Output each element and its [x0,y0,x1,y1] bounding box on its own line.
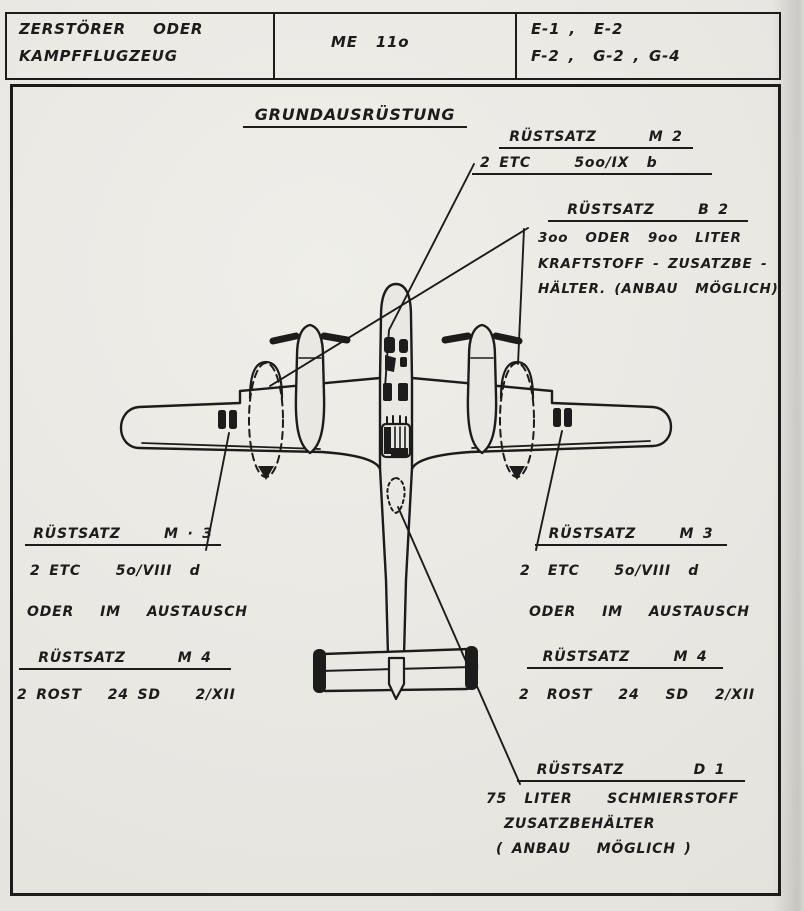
left-engine-nacelle [296,325,324,453]
label-ruestsatz-m4-right-line1: 2 ROST 24 SD 2/XII [519,687,755,703]
variants-line2: F-2 , G-2 , G-4 [531,47,681,65]
right-wing [412,378,671,469]
label-ruestsatz-m3-left-title: RÜSTSATZ M · 3 [25,527,221,546]
label-ruestsatz-m4-left-title: RÜSTSATZ M 4 [19,651,231,670]
label-ruestsatz-m4-left-line1: 2 ROST 24 SD 2/XII [17,687,236,703]
left-fin [313,649,326,693]
right-drop-tank [500,362,534,480]
aircraft-model: ME 11o [331,33,410,51]
tail-cone [389,658,404,699]
right-engine-nacelle [468,325,496,453]
label-ruestsatz-b2-line2: KRAFTSTOFF - ZUSATZBE - [538,256,768,272]
label-ruestsatz-m2-line1: 2 ETC 5oo/IX b [472,156,712,175]
label-ruestsatz-d1-line1: 75 LITER SCHMIERSTOFF [486,791,739,807]
left-drop-tank [249,362,283,480]
doc-type-line2: KAMPFFLUGZEUG [19,47,178,65]
label-ruestsatz-b2-line3: HÄLTER. (ANBAU MÖGLICH) [538,281,779,297]
label-ruestsatz-b2-line1: 3oo ODER 9oo LITER [538,230,742,246]
label-ruestsatz-d1-line2: ZUSATZBEHÄLTER [504,816,656,832]
fuselage [380,284,412,656]
label-ruestsatz-d1-title: RÜSTSATZ D 1 [517,763,745,782]
variants-line1: E-1 , E-2 [531,20,624,38]
label-ruestsatz-m3-left-line1: 2 ETC 5o/VIII d [30,563,201,579]
label-ruestsatz-m3-right-title: RÜSTSATZ M 3 [535,527,727,546]
label-ruestsatz-m2-title: RÜSTSATZ M 2 [499,130,693,149]
label-ruestsatz-m3-left-line2: ODER IM AUSTAUSCH [27,604,248,620]
leader-d1 [398,507,520,784]
label-ruestsatz-d1-line3: ( ANBAU MÖGLICH ) [496,841,692,857]
label-ruestsatz-m4-right-title: RÜSTSATZ M 4 [527,650,723,669]
label-ruestsatz-m3-right-line1: 2 ETC 5o/VIII d [520,563,700,579]
diagram-title: GRUNDAUSRÜSTUNG [243,106,467,128]
label-ruestsatz-m3-right-line2: ODER IM AUSTAUSCH [529,604,750,620]
doc-type-line1: ZERSTÖRER ODER [19,20,204,38]
label-ruestsatz-b2-title: RÜSTSATZ B 2 [548,203,748,222]
left-wing-etc50-racks [218,410,237,429]
right-wing-etc50-racks [553,408,572,427]
tail-unit [313,646,478,699]
